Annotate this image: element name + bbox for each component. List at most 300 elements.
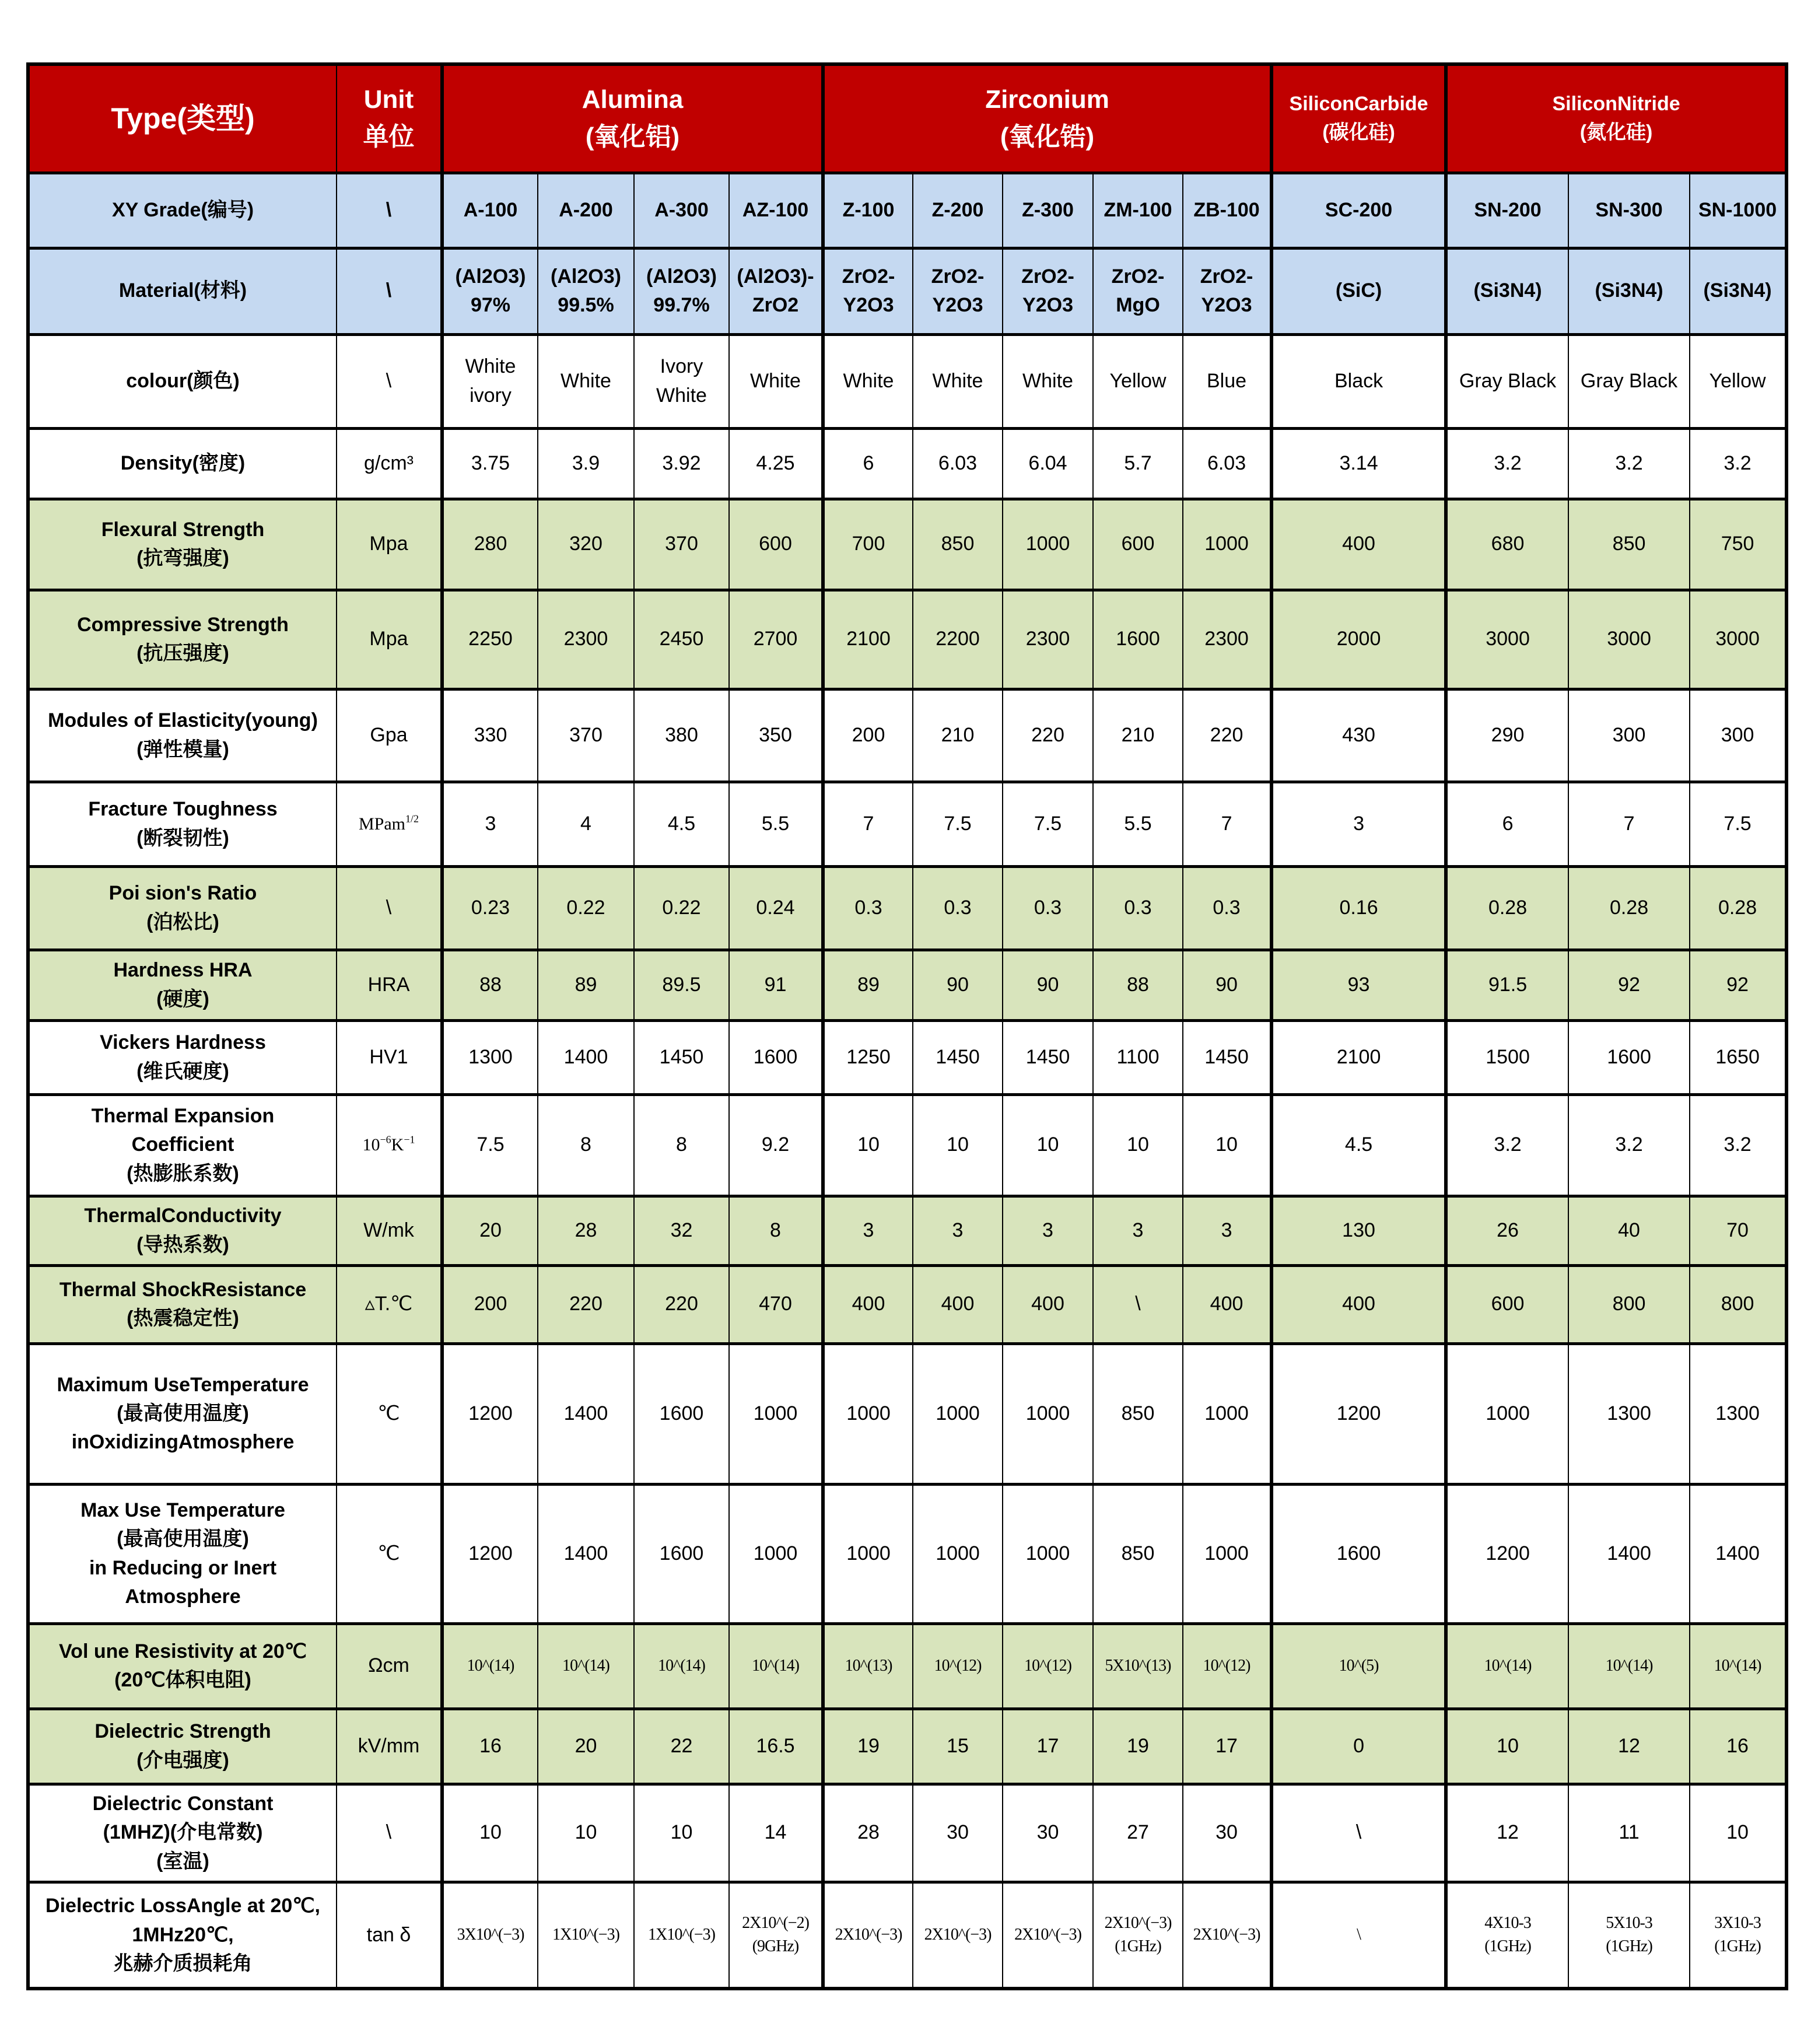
value-cell: 1000 — [823, 1343, 913, 1484]
row-unit: \ — [337, 1784, 442, 1882]
value-cell: 32 — [634, 1196, 729, 1265]
value-cell: 1000 — [913, 1343, 1003, 1484]
value-cell: 1600 — [634, 1484, 729, 1623]
value-cell: White — [913, 334, 1003, 428]
value-cell: 1000 — [1183, 499, 1271, 590]
table-row — [28, 499, 1787, 590]
value-cell: 4 — [538, 782, 634, 866]
value-cell: A-100 — [442, 173, 538, 248]
value-cell: 5.5 — [729, 782, 823, 866]
value-cell: Black — [1271, 334, 1446, 428]
value-cell: 1200 — [442, 1484, 538, 1623]
value-cell: 1000 — [913, 1484, 1003, 1623]
value-cell: 10^(14) — [729, 1623, 823, 1709]
row-label: Thermal ShockResistance (热震稳定性) — [28, 1265, 337, 1343]
value-cell: 90 — [1003, 950, 1093, 1020]
value-cell: 16 — [442, 1709, 538, 1784]
value-cell: 17 — [1003, 1709, 1093, 1784]
value-cell: 26 — [1446, 1196, 1568, 1265]
value-cell: 400 — [823, 1265, 913, 1343]
value-cell: 430 — [1271, 689, 1446, 782]
value-cell: 6.03 — [913, 428, 1003, 499]
value-cell: A-200 — [538, 173, 634, 248]
value-cell: 600 — [729, 499, 823, 590]
value-cell: 0.3 — [1003, 866, 1093, 950]
row-label: Fracture Toughness (断裂韧性) — [28, 782, 337, 866]
value-cell: 1X10^(−3) — [538, 1882, 634, 1989]
value-cell: Z-100 — [823, 173, 913, 248]
row-unit: \ — [337, 173, 442, 248]
value-cell: 1000 — [1183, 1484, 1271, 1623]
value-cell: 600 — [1093, 499, 1183, 590]
value-cell: 17 — [1183, 1709, 1271, 1784]
table-row — [28, 1343, 1787, 1484]
value-cell: 10^(12) — [1183, 1623, 1271, 1709]
value-cell: 400 — [1003, 1265, 1093, 1343]
value-cell: 88 — [1093, 950, 1183, 1020]
row-unit: \ — [337, 334, 442, 428]
value-cell: 93 — [1271, 950, 1446, 1020]
row-label: ThermalConductivity (导热系数) — [28, 1196, 337, 1265]
value-cell: Gray Black — [1446, 334, 1568, 428]
table-row — [28, 248, 1787, 334]
value-cell: 1250 — [823, 1020, 913, 1094]
value-cell: 0.16 — [1271, 866, 1446, 950]
table-row — [28, 1094, 1787, 1196]
value-cell: 10 — [538, 1784, 634, 1882]
value-cell: 200 — [442, 1265, 538, 1343]
value-cell: 1400 — [538, 1020, 634, 1094]
value-cell: ZrO2- Y2O3 — [1003, 248, 1093, 334]
value-cell: 3.2 — [1690, 1094, 1787, 1196]
value-cell: 3.92 — [634, 428, 729, 499]
value-cell: 370 — [538, 689, 634, 782]
value-cell: 3000 — [1568, 590, 1690, 689]
value-cell: 7 — [1568, 782, 1690, 866]
value-cell: 6.03 — [1183, 428, 1271, 499]
header-group-alumina: Alumina (氧化铝) — [442, 64, 823, 173]
value-cell: 1200 — [1446, 1484, 1568, 1623]
value-cell: 1400 — [1690, 1484, 1787, 1623]
value-cell: 3 — [1003, 1196, 1093, 1265]
value-cell: 470 — [729, 1265, 823, 1343]
value-cell: 1000 — [1446, 1343, 1568, 1484]
row-unit: \ — [337, 248, 442, 334]
row-label: Material(材料) — [28, 248, 337, 334]
value-cell: 2100 — [1271, 1020, 1446, 1094]
table-row — [28, 1265, 1787, 1343]
value-cell: 70 — [1690, 1196, 1787, 1265]
value-cell: 1X10^(−3) — [634, 1882, 729, 1989]
value-cell: 89.5 — [634, 950, 729, 1020]
value-cell: 800 — [1568, 1265, 1690, 1343]
value-cell: 0.28 — [1446, 866, 1568, 950]
value-cell: 92 — [1690, 950, 1787, 1020]
value-cell: 1600 — [729, 1020, 823, 1094]
value-cell: 10 — [1446, 1709, 1568, 1784]
value-cell: 5X10-3 (1GHz) — [1568, 1882, 1690, 1989]
value-cell: (Si3N4) — [1446, 248, 1568, 334]
value-cell: 16 — [1690, 1709, 1787, 1784]
value-cell: 1600 — [1271, 1484, 1446, 1623]
value-cell: 1000 — [1183, 1343, 1271, 1484]
value-cell: 10 — [1003, 1094, 1093, 1196]
table-row — [28, 428, 1787, 499]
value-cell: ZM-100 — [1093, 173, 1183, 248]
value-cell: 9.2 — [729, 1094, 823, 1196]
row-label: Dielectric LossAngle at 20℃, 1MHz20℃, 兆赫介质损耗角 — [28, 1882, 337, 1989]
value-cell: 40 — [1568, 1196, 1690, 1265]
value-cell: 1200 — [1271, 1343, 1446, 1484]
value-cell: 0.23 — [442, 866, 538, 950]
value-cell: 220 — [1003, 689, 1093, 782]
value-cell: 1000 — [1003, 499, 1093, 590]
value-cell: SN-300 — [1568, 173, 1690, 248]
value-cell: 2X10^(−3) — [1003, 1882, 1093, 1989]
table-row — [28, 1784, 1787, 1882]
value-cell: 1600 — [1093, 590, 1183, 689]
value-cell: 30 — [913, 1784, 1003, 1882]
value-cell: 1400 — [538, 1343, 634, 1484]
value-cell: 2X10^(−3) — [823, 1882, 913, 1989]
value-cell: 2250 — [442, 590, 538, 689]
value-cell: 1100 — [1093, 1020, 1183, 1094]
value-cell: 89 — [538, 950, 634, 1020]
value-cell: 1300 — [1568, 1343, 1690, 1484]
row-label: Modules of Elasticity(young) (弹性模量) — [28, 689, 337, 782]
value-cell: 10 — [1690, 1784, 1787, 1882]
value-cell: A-300 — [634, 173, 729, 248]
value-cell: 1650 — [1690, 1020, 1787, 1094]
row-unit: MPam$^{1/2}$ — [337, 782, 442, 866]
value-cell: 5.5 — [1093, 782, 1183, 866]
value-cell: 0.3 — [823, 866, 913, 950]
value-cell: 7.5 — [913, 782, 1003, 866]
value-cell: 2100 — [823, 590, 913, 689]
value-cell: 10^(14) — [442, 1623, 538, 1709]
value-cell: 8 — [729, 1196, 823, 1265]
row-unit: $10^{-6}K^{-1}$ — [337, 1094, 442, 1196]
value-cell: 10^(14) — [634, 1623, 729, 1709]
value-cell: 3 — [1271, 782, 1446, 866]
value-cell: 1000 — [1003, 1343, 1093, 1484]
value-cell: 10^(12) — [1003, 1623, 1093, 1709]
value-cell: 2000 — [1271, 590, 1446, 689]
value-cell: 3.75 — [442, 428, 538, 499]
value-cell: 1600 — [1568, 1020, 1690, 1094]
value-cell: 2X10^(−3) — [1183, 1882, 1271, 1989]
value-cell: 1400 — [1568, 1484, 1690, 1623]
value-cell: (Al2O3) 97% — [442, 248, 538, 334]
value-cell: 10 — [634, 1784, 729, 1882]
value-cell: 3 — [442, 782, 538, 866]
value-cell: 130 — [1271, 1196, 1446, 1265]
value-cell: 400 — [1183, 1265, 1271, 1343]
value-cell: ZB-100 — [1183, 173, 1271, 248]
value-cell: 1500 — [1446, 1020, 1568, 1094]
header-group-siliconcarbide: SiliconCarbide (碳化硅) — [1271, 64, 1446, 173]
value-cell: 280 — [442, 499, 538, 590]
value-cell: 89 — [823, 950, 913, 1020]
value-cell: 10^(13) — [823, 1623, 913, 1709]
table-row — [28, 866, 1787, 950]
value-cell: ZrO2- Y2O3 — [913, 248, 1003, 334]
row-label: Max Use Temperature (最高使用温度) in Reducing or Inert Atmosphere — [28, 1484, 337, 1623]
value-cell: 300 — [1690, 689, 1787, 782]
row-unit: g/cm³ — [337, 428, 442, 499]
value-cell: 8 — [538, 1094, 634, 1196]
table-row — [28, 1020, 1787, 1094]
value-cell: 850 — [913, 499, 1003, 590]
value-cell: 850 — [1093, 1343, 1183, 1484]
table-row — [28, 689, 1787, 782]
value-cell: 2300 — [538, 590, 634, 689]
value-cell: 680 — [1446, 499, 1568, 590]
value-cell: 750 — [1690, 499, 1787, 590]
value-cell: 3 — [823, 1196, 913, 1265]
row-label: Dielectric Strength (介电强度) — [28, 1709, 337, 1784]
value-cell: 15 — [913, 1709, 1003, 1784]
value-cell: \ — [1271, 1882, 1446, 1989]
value-cell: 8 — [634, 1094, 729, 1196]
value-cell: 10^(12) — [913, 1623, 1003, 1709]
row-label: Density(密度) — [28, 428, 337, 499]
value-cell: 10 — [442, 1784, 538, 1882]
value-cell: 2700 — [729, 590, 823, 689]
value-cell: 88 — [442, 950, 538, 1020]
value-cell: Gray Black — [1568, 334, 1690, 428]
value-cell: 19 — [823, 1709, 913, 1784]
value-cell: 10^(14) — [1690, 1623, 1787, 1709]
value-cell: 200 — [823, 689, 913, 782]
value-cell: AZ-100 — [729, 173, 823, 248]
row-label: Maximum UseTemperature (最高使用温度) inOxidizingAtmosphere — [28, 1343, 337, 1484]
value-cell: 1000 — [729, 1343, 823, 1484]
value-cell: 210 — [1093, 689, 1183, 782]
value-cell: Z-300 — [1003, 173, 1093, 248]
value-cell: 7.5 — [1003, 782, 1093, 866]
value-cell: 850 — [1568, 499, 1690, 590]
value-cell: 2300 — [1003, 590, 1093, 689]
value-cell: 3 — [913, 1196, 1003, 1265]
value-cell: SN-1000 — [1690, 173, 1787, 248]
value-cell: 3.2 — [1568, 428, 1690, 499]
header-group-zirconium: Zirconium (氧化锆) — [823, 64, 1271, 173]
value-cell: 1300 — [442, 1020, 538, 1094]
value-cell: 290 — [1446, 689, 1568, 782]
value-cell: 3 — [1093, 1196, 1183, 1265]
value-cell: (SiC) — [1271, 248, 1446, 334]
value-cell: 7.5 — [1690, 782, 1787, 866]
value-cell: 400 — [1271, 1265, 1446, 1343]
value-cell: White — [538, 334, 634, 428]
value-cell: ZrO2- Y2O3 — [1183, 248, 1271, 334]
row-label: Vol une Resistivity at 20℃ (20℃体积电阻) — [28, 1623, 337, 1709]
row-label: Flexural Strength (抗弯强度) — [28, 499, 337, 590]
value-cell: 1200 — [442, 1343, 538, 1484]
value-cell: 1000 — [823, 1484, 913, 1623]
value-cell: 30 — [1003, 1784, 1093, 1882]
value-cell: Yellow — [1093, 334, 1183, 428]
value-cell: 2X10^(−2) (9GHz) — [729, 1882, 823, 1989]
row-unit: Gpa — [337, 689, 442, 782]
value-cell: 0.22 — [538, 866, 634, 950]
value-cell: 3000 — [1690, 590, 1787, 689]
value-cell: 7.5 — [442, 1094, 538, 1196]
value-cell: White — [1003, 334, 1093, 428]
value-cell: 5X10^(13) — [1093, 1623, 1183, 1709]
value-cell: 91 — [729, 950, 823, 1020]
value-cell: 22 — [634, 1709, 729, 1784]
value-cell: 3 — [1183, 1196, 1271, 1265]
value-cell: 3.2 — [1446, 1094, 1568, 1196]
value-cell: 3000 — [1446, 590, 1568, 689]
table-row — [28, 1196, 1787, 1265]
value-cell: 0.3 — [1093, 866, 1183, 950]
value-cell: 0.28 — [1568, 866, 1690, 950]
value-cell: 3.9 — [538, 428, 634, 499]
value-cell: 350 — [729, 689, 823, 782]
value-cell: 0.3 — [913, 866, 1003, 950]
ceramic-properties-table — [26, 62, 1788, 1990]
value-cell: SC-200 — [1271, 173, 1446, 248]
table-row — [28, 1623, 1787, 1709]
value-cell: 2200 — [913, 590, 1003, 689]
value-cell: 320 — [538, 499, 634, 590]
value-cell: 800 — [1690, 1265, 1787, 1343]
row-label: Poi sion's Ratio (泊松比) — [28, 866, 337, 950]
value-cell: 3X10^(−3) — [442, 1882, 538, 1989]
value-cell: 4X10-3 (1GHz) — [1446, 1882, 1568, 1989]
value-cell: 10 — [1183, 1094, 1271, 1196]
value-cell: 4.25 — [729, 428, 823, 499]
value-cell: ZrO2- MgO — [1093, 248, 1183, 334]
value-cell: 3X10-3 (1GHz) — [1690, 1882, 1787, 1989]
value-cell: (Si3N4) — [1568, 248, 1690, 334]
header-type: Type(类型) — [28, 64, 337, 173]
value-cell: 220 — [538, 1265, 634, 1343]
value-cell: Z-200 — [913, 173, 1003, 248]
row-label: Compressive Strength (抗压强度) — [28, 590, 337, 689]
row-unit: \ — [337, 866, 442, 950]
value-cell: 330 — [442, 689, 538, 782]
row-unit: ▵T.℃ — [337, 1265, 442, 1343]
value-cell: 10^(14) — [1446, 1623, 1568, 1709]
value-cell: 370 — [634, 499, 729, 590]
table-row — [28, 173, 1787, 248]
row-unit: Mpa — [337, 499, 442, 590]
value-cell: 1400 — [538, 1484, 634, 1623]
value-cell: 3.2 — [1446, 428, 1568, 499]
value-cell: 20 — [538, 1709, 634, 1784]
row-unit: W/mk — [337, 1196, 442, 1265]
value-cell: 850 — [1093, 1484, 1183, 1623]
value-cell: 1450 — [1003, 1020, 1093, 1094]
table-body — [28, 64, 1787, 1989]
value-cell: 6.04 — [1003, 428, 1093, 499]
value-cell: ZrO2- Y2O3 — [823, 248, 913, 334]
value-cell: 1000 — [729, 1484, 823, 1623]
header-group-siliconnitride: SiliconNitride (氮化硅) — [1446, 64, 1787, 173]
row-label: Dielectric Constant (1MHZ)(介电常数) (室温) — [28, 1784, 337, 1882]
value-cell: 0.22 — [634, 866, 729, 950]
row-unit: ℃ — [337, 1484, 442, 1623]
value-cell: 10 — [913, 1094, 1003, 1196]
value-cell: 7 — [823, 782, 913, 866]
value-cell: 0 — [1271, 1709, 1446, 1784]
value-cell: 2300 — [1183, 590, 1271, 689]
value-cell: \ — [1271, 1784, 1446, 1882]
value-cell: 1600 — [634, 1343, 729, 1484]
table-row — [28, 334, 1787, 428]
table-row — [28, 1484, 1787, 1623]
value-cell: 14 — [729, 1784, 823, 1882]
value-cell: 1000 — [1003, 1484, 1093, 1623]
value-cell: 4.5 — [634, 782, 729, 866]
value-cell: White ivory — [442, 334, 538, 428]
value-cell: 30 — [1183, 1784, 1271, 1882]
value-cell: 10^(14) — [1568, 1623, 1690, 1709]
value-cell: 0.28 — [1690, 866, 1787, 950]
table-row — [28, 782, 1787, 866]
value-cell: 220 — [634, 1265, 729, 1343]
value-cell: 220 — [1183, 689, 1271, 782]
row-label: XY Grade(编号) — [28, 173, 337, 248]
value-cell: 0.3 — [1183, 866, 1271, 950]
value-cell: White — [729, 334, 823, 428]
value-cell: 91.5 — [1446, 950, 1568, 1020]
row-unit: ℃ — [337, 1343, 442, 1484]
header-unit: Unit 单位 — [337, 64, 442, 173]
value-cell: 3.2 — [1690, 428, 1787, 499]
value-cell: 12 — [1568, 1709, 1690, 1784]
value-cell: 700 — [823, 499, 913, 590]
value-cell: 2X10^(−3) (1GHz) — [1093, 1882, 1183, 1989]
table-row — [28, 950, 1787, 1020]
value-cell: 92 — [1568, 950, 1690, 1020]
row-unit: tan δ — [337, 1882, 442, 1989]
value-cell: 2X10^(−3) — [913, 1882, 1003, 1989]
row-label: Thermal Expansion Coefficient (热膨胀系数) — [28, 1094, 337, 1196]
value-cell: Blue — [1183, 334, 1271, 428]
value-cell: 28 — [823, 1784, 913, 1882]
row-label: Vickers Hardness (维氏硬度) — [28, 1020, 337, 1094]
value-cell: 16.5 — [729, 1709, 823, 1784]
row-unit: HV1 — [337, 1020, 442, 1094]
value-cell: 4.5 — [1271, 1094, 1446, 1196]
value-cell: 300 — [1568, 689, 1690, 782]
row-unit: kV/mm — [337, 1709, 442, 1784]
value-cell: 6 — [823, 428, 913, 499]
value-cell: SN-200 — [1446, 173, 1568, 248]
value-cell: 11 — [1568, 1784, 1690, 1882]
value-cell: 90 — [913, 950, 1003, 1020]
value-cell: 400 — [1271, 499, 1446, 590]
value-cell: 7 — [1183, 782, 1271, 866]
value-cell: 20 — [442, 1196, 538, 1265]
value-cell: 1450 — [634, 1020, 729, 1094]
value-cell: 380 — [634, 689, 729, 782]
value-cell: White — [823, 334, 913, 428]
value-cell: 12 — [1446, 1784, 1568, 1882]
value-cell: 27 — [1093, 1784, 1183, 1882]
value-cell: 210 — [913, 689, 1003, 782]
value-cell: \ — [1093, 1265, 1183, 1343]
row-label: Hardness HRA (硬度) — [28, 950, 337, 1020]
value-cell: 10^(14) — [538, 1623, 634, 1709]
row-label: colour(颜色) — [28, 334, 337, 428]
table-row — [28, 590, 1787, 689]
